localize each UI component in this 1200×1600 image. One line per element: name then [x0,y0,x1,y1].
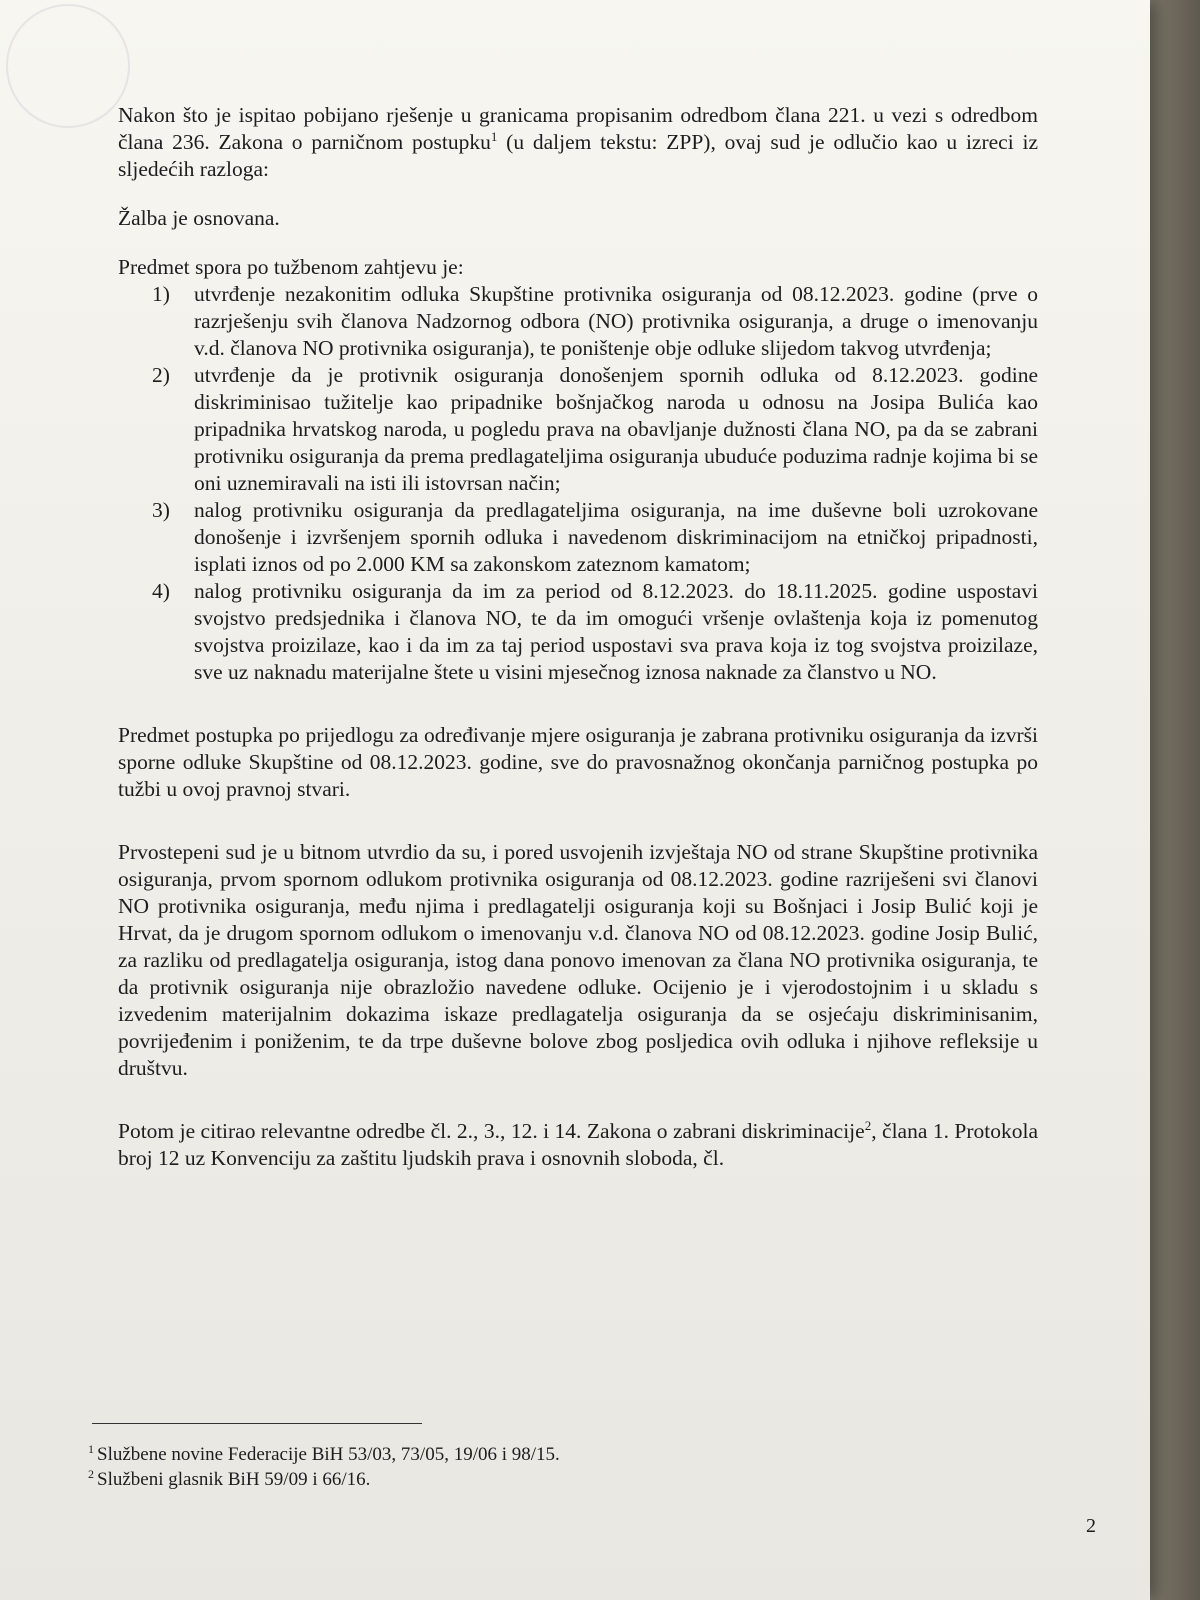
document-body [118,102,1038,1172]
subject-of-proceedings: Predmet postupka po prijedlogu za određivanje mjere osiguranja je zabrana protivniku osiguranja da izvrši sporne odluke Skupštine od 08.12.2023. godine, sve do pravosnažnog okončanja parničnog postupka po tužbi u ovoj pravnoj stvari. [118,723,1038,801]
footnote: $^1$ Službene novine Federacije BiH 53/03, 73/05, 19/06 i 98/15. [88,1441,560,1465]
footnote: $^2$ Službeni glasnik BiH 59/09 i 66/16. [88,1466,371,1490]
list-item: 3) nalog protivniku osiguranja da predlagateljima osiguranja, na ime duševne boli uzrokovane donošenje i izvršenjem spornih odluka i navedenom diskriminacijom na etničkoj pripadnosti, isplati iznos od po 2.000 KM sa zakonskom zateznom kamatom; [152,498,1038,576]
list-item: 1) utvrđenje nezakonitim odluka Skupštine protivnika osiguranja od 08.12.2023. godine (prve o razrješenju svih članova Nadzornog odbora (NO) protivnika osiguranja, a druge o imenovanju v.d. članova NO protivnika osiguranja), te poništenje obje odluke slijedom takvog utvrđenja; [152,282,1038,360]
footnotes [88,1442,988,1492]
footnote-divider [92,1423,422,1424]
cited-provisions: Potom je citirao relevantne odredbe čl. 2., 3., 12. i 14. Zakona o zabrani diskriminacije$^2$, člana 1. Protokola broj 12 uz Konvenciju za zaštitu ljudskih prava i osnovnih sloboda, čl. [118,1117,1038,1170]
list-item: 4) nalog protivniku osiguranja da im za period od 8.12.2023. do 18.11.2025. godine uspostavi svojstvo predsjednika i članova NO, te da im omogući vršenje ovlaštenja koja iz pomenutog svojstva proizilaze, kao i da im za taj period uspostavi sva prava koja iz tog svojstva proizilaze, sve uz naknadu materijalne štete u visini mjesečnog iznosa naknade za članstvo u NO. [152,579,1038,684]
footnote-ref-2: 2 [864,1117,872,1133]
claims-list [118,281,1038,686]
footnote-ref-1: 1 [490,128,498,144]
list-item: 2) utvrđenje da je protivnik osiguranja donošenjem spornih odluka od 8.12.2023. godine diskriminisao tužitelje kao pripadnike bošnjačkog naroda u odnosu na Josipa Bulića kao pripadnika hrvatskog naroda, u pogledu prava na obavljanje dužnosti člana NO, pa da se zabrani protivniku osiguranja da prema predlagateljima osiguranja ubuduće poduzima radnje kojima bi se oni uznemiravali na isti ili istovrsan način; [152,363,1038,495]
page-number: 2 [1086,1515,1096,1537]
intro-paragraph: Nakon što je ispitao pobijano rješenje u granicama propisanim odredbom člana 221. u vezi s odredbom člana 236. Zakona o parničnom postupku$^1$ (u daljem tekstu: ZPP), ovaj sud je odlučio kao u izreci iz sljedećih razloga: [118,103,1038,181]
claims-intro: Predmet spora po tužbenom zahtjevu je: [118,255,464,279]
appeal-verdict: Žalba je osnovana. [118,206,280,230]
first-instance-findings: Prvostepeni sud je u bitnom utvrdio da su, i pored usvojenih izvještaja NO od strane Skupštine protivnika osiguranja, prvom spornom odlukom protivnika osiguranja od 08.12.2023. godine razriješeni svi članovi NO protivnika osiguranja, među njima i predlagatelji osiguranja koji su Bošnjaci i Josip Bulić koji je Hrvat, da je drugom spornom odlukom o imenovanju v.d. članova NO od 08.12.2023. godine Josip Bulić, za razliku od predlagatelja osiguranja, istog dana ponovo imenovan za člana NO protivnika osiguranja, te da protivnik osiguranja nije obrazložio navedene odluke. Ocijenio je i vjerodostojnim i u skladu s izvedenim materijalnim dokazima iskaze predlagatelja osiguranja da se osjećaju diskriminisanim, povrijeđenim i poniženim, te da trpe duševne bolove zbog posljedica ovih odluka i njihove refleksije u društvu. [118,840,1038,1080]
court-stamp-icon [6,4,130,128]
